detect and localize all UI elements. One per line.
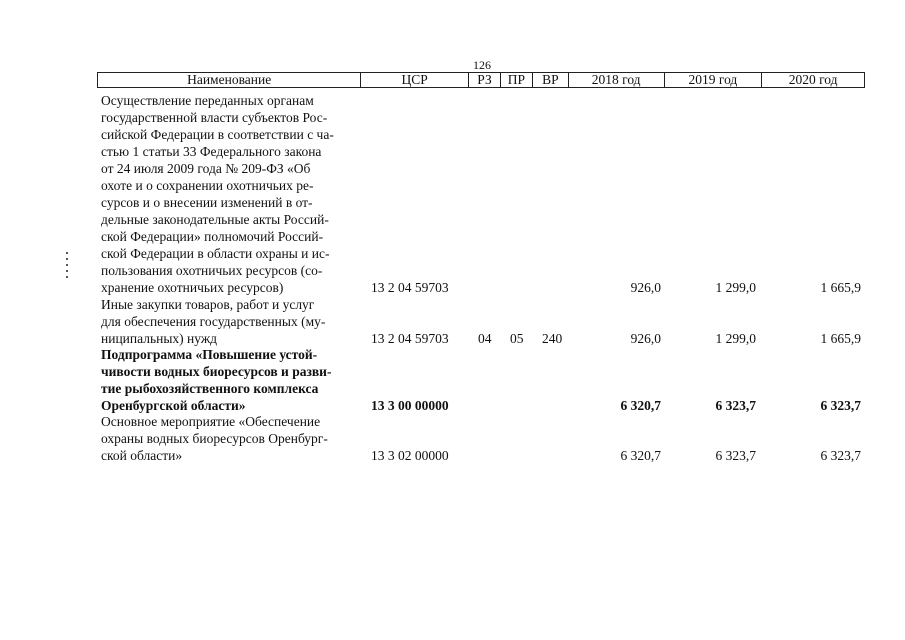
value-2020: 6 323,7	[820, 398, 861, 413]
name-line: пользования охотничьих ресурсов (со-	[101, 263, 323, 278]
value-2020: 1 665,9	[820, 280, 861, 295]
name-line: Основное мероприятие «Обеспечение	[101, 414, 321, 429]
name-line: чивости водных биоресурсов и разви-	[101, 364, 332, 379]
value-2019: 1 299,0	[715, 280, 756, 295]
page-number: 126	[473, 58, 491, 72]
name-line: Оренбургской области»	[101, 398, 246, 413]
value-2018: 6 320,7	[620, 448, 661, 463]
name-line: сурсов и о внесении изменений в от-	[101, 195, 313, 210]
name-line: ской Федерации» полномочий Россий-	[101, 229, 324, 244]
header-2019: 2019 год	[664, 73, 762, 87]
value-2019: 1 299,0	[715, 331, 756, 346]
name-line: дельные законодательные акты Россий-	[101, 212, 329, 227]
header-rz: РЗ	[468, 73, 500, 87]
scan-margin-dots	[66, 252, 68, 282]
value-2018: 6 320,7	[620, 398, 661, 413]
pr-cell: 05	[510, 331, 524, 346]
header-csr: ЦСР	[360, 73, 468, 87]
csr-cell: 13 2 04 59703	[371, 280, 449, 295]
csr-cell: 13 2 04 59703	[371, 331, 449, 346]
header-pr: ПР	[500, 73, 532, 87]
name-line: тие рыбохозяйственного комплекса	[101, 381, 319, 396]
name-line: ниципальных) нужд	[101, 331, 218, 346]
header-name: Наименование	[187, 72, 272, 87]
value-2018: 926,0	[630, 280, 661, 295]
name-line: от 24 июля 2009 года № 209-ФЗ «Об	[101, 161, 311, 176]
value-2018: 926,0	[630, 331, 661, 346]
header-vr: ВР	[532, 73, 568, 87]
value-2020: 1 665,9	[820, 331, 861, 346]
row-name	[101, 92, 363, 296]
header-2018: 2018 год	[568, 73, 664, 87]
name-line: Подпрограмма «Повышение устой-	[101, 347, 318, 362]
name-line: Осуществление переданных органам	[101, 93, 314, 108]
header-2020: 2020 год	[761, 73, 864, 87]
value-2019: 6 323,7	[715, 448, 756, 463]
value-2019: 6 323,7	[715, 398, 756, 413]
name-line: для обеспечения государственных (му-	[101, 314, 326, 329]
name-line: охоте и о сохранении охотничьих ре-	[101, 178, 314, 193]
vr-cell: 240	[542, 331, 563, 346]
row-name	[101, 413, 363, 464]
table-header	[97, 72, 865, 88]
name-line: сийской Федерации в соответствии с ча-	[101, 127, 334, 142]
name-line: государственной власти субъектов Рос-	[101, 110, 328, 125]
csr-cell: 13 3 00 00000	[371, 398, 449, 413]
row-name	[101, 346, 363, 414]
name-line: хранение охотничьих ресурсов)	[101, 280, 284, 295]
rz-cell: 04	[478, 331, 492, 346]
name-line: ской области»	[101, 448, 183, 463]
value-2020: 6 323,7	[820, 448, 861, 463]
csr-cell: 13 3 02 00000	[371, 448, 449, 463]
row-name	[101, 296, 363, 347]
name-line: Иные закупки товаров, работ и услуг	[101, 297, 315, 312]
name-line: стью 1 статьи 33 Федерального закона	[101, 144, 322, 159]
name-line: ской Федерации в области охраны и ис-	[101, 246, 330, 261]
name-line: охраны водных биоресурсов Оренбург-	[101, 431, 328, 446]
